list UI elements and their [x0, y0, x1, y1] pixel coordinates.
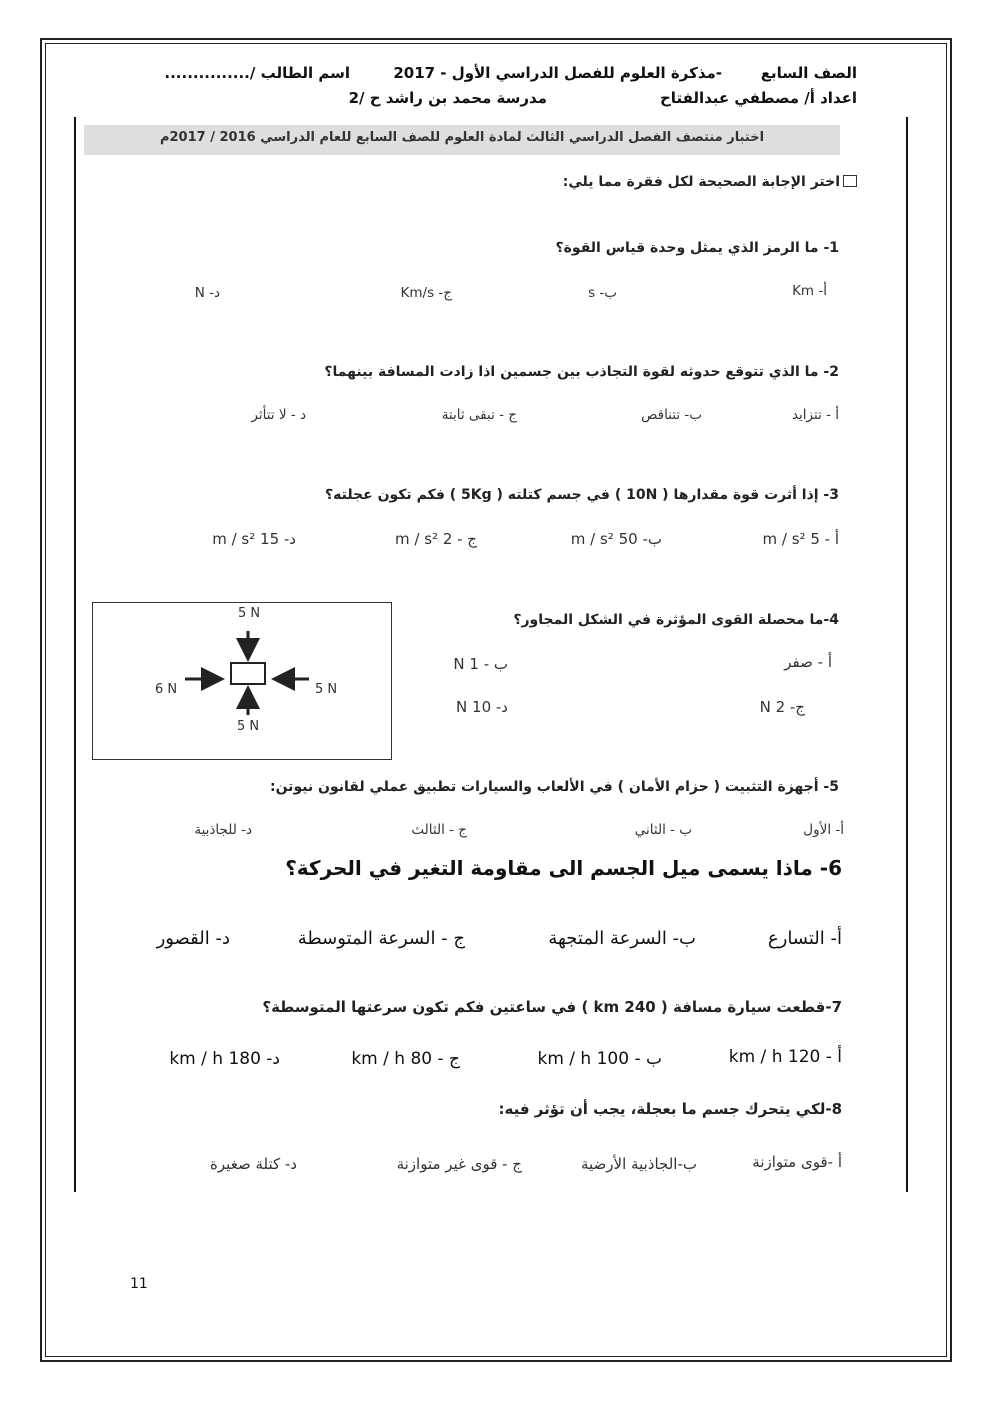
- question-7: 7-قطعت سيارة مسافة ( 240 km ) في ساعتين فكم تكون سرعتها المتوسطة؟: [262, 998, 842, 1016]
- exam-banner-title: اختبار منتصف الفصل الدراسي الثالث لمادة العلوم للصف السابع للعام الدراسي 2016 / 2017م: [159, 130, 765, 145]
- sheet-left-edge: [74, 117, 76, 1192]
- q7-option-d: د- 180 km / h: [169, 1049, 280, 1069]
- q2-option-a: أ - تتزايد: [791, 407, 839, 423]
- header-memo: -مذكرة العلوم للفصل الدراسي الأول - 2017: [393, 64, 722, 82]
- q4-option-b: ب - 1 N: [453, 655, 508, 673]
- q5-option-b: ب - الثاني: [634, 822, 692, 838]
- book-icon: [843, 175, 857, 187]
- q8-option-d: د- كتلة صغيرة: [210, 1155, 297, 1173]
- q2-option-c: ج - تبقى ثابتة: [441, 407, 517, 423]
- q3-option-d: د- 15 m / s²: [212, 530, 296, 548]
- q2-option-b: ب- تتناقص: [641, 407, 702, 423]
- q6-option-d: د- القصور: [156, 928, 230, 949]
- instruction-text: اختر الإجابة الصحيحة لكل فقرة مما يلي:: [562, 174, 840, 190]
- question-6: 6- ماذا يسمى ميل الجسم الى مقاومة التغير في الحركة؟: [285, 856, 842, 880]
- label-top: 5 N: [238, 606, 261, 621]
- q7-option-a: أ - 120 km / h: [728, 1047, 842, 1067]
- q4-option-c: ج- 2 N: [759, 698, 805, 716]
- question-8: 8-لكي يتحرك جسم ما بعجلة، يجب أن تؤثر فيه:: [498, 1100, 842, 1118]
- header-school: مدرسة محمد بن راشد ح /2: [348, 89, 547, 107]
- page-number: 11: [130, 1276, 148, 1292]
- q5-option-a: أ- الأول: [803, 822, 844, 838]
- label-bottom: 5 N: [237, 719, 260, 734]
- q8-option-c: ج - قوى غير متوازنة: [396, 1155, 522, 1173]
- q8-option-a: أ -قوى متوازنة: [752, 1153, 842, 1171]
- header-grade: الصف السابع: [760, 64, 857, 82]
- q3-option-c: ج - 2 m / s²: [395, 530, 477, 548]
- q4-option-a: أ - صفر: [784, 653, 832, 671]
- q1-option-d: د- N: [194, 285, 220, 301]
- sheet-right-edge: [906, 117, 908, 1192]
- q6-option-c: ج - السرعة المتوسطة: [297, 928, 465, 949]
- question-2: 2- ما الذي تتوقع حدوثه لقوة التجاذب بين جسمين اذا زادت المسافة بينهما؟: [324, 364, 839, 380]
- label-right: 5 N: [315, 682, 338, 697]
- force-diagram: [92, 602, 392, 760]
- question-4: 4-ما محصلة القوى المؤثرة في الشكل المجاور؟: [513, 612, 839, 628]
- label-left: 6 N: [155, 682, 178, 697]
- question-5: 5- أجهزة التثبيت ( حزام الأمان ) في الألعاب والسيارات تطبيق عملي لقانون نيوتن:: [269, 779, 839, 795]
- q8-option-b: ب-الجاذبية الأرضية: [581, 1155, 697, 1173]
- force-diagram-svg: [93, 603, 390, 758]
- q5-option-c: ج - الثالث: [411, 822, 467, 838]
- q7-option-c: ج - 80 km / h: [351, 1049, 460, 1069]
- question-3: 3- إذا أثرت قوة مقدارها ( 10N ) في جسم كتلته ( 5Kg ) فكم تكون عجلته؟: [325, 487, 839, 503]
- q5-option-d: د- للجاذبية: [194, 822, 252, 838]
- q1-option-b: ب- s: [588, 285, 617, 301]
- q6-option-b: ب- السرعة المتجهة: [548, 928, 696, 949]
- q7-option-b: ب - 100 km / h: [537, 1049, 662, 1069]
- question-1: 1- ما الرمز الذي يمثل وحدة قياس القوة؟: [555, 240, 839, 256]
- q4-option-d: د- 10 N: [456, 698, 508, 716]
- q3-option-b: ب- 50 m / s²: [570, 530, 662, 548]
- header-student-name: اسم الطالب /...............: [164, 64, 350, 82]
- header-prepared-by: اعداد أ/ مصطفي عبدالفتاح: [660, 89, 857, 107]
- q6-option-a: أ- التسارع: [767, 928, 842, 949]
- q1-option-c: ج- Km/s: [400, 285, 452, 301]
- exam-banner: [84, 125, 840, 155]
- q2-option-d: د - لا تتأثر: [251, 407, 306, 423]
- object-box: [231, 663, 265, 684]
- q1-option-a: أ- Km: [792, 283, 827, 299]
- q3-option-a: أ - 5 m / s²: [762, 530, 839, 548]
